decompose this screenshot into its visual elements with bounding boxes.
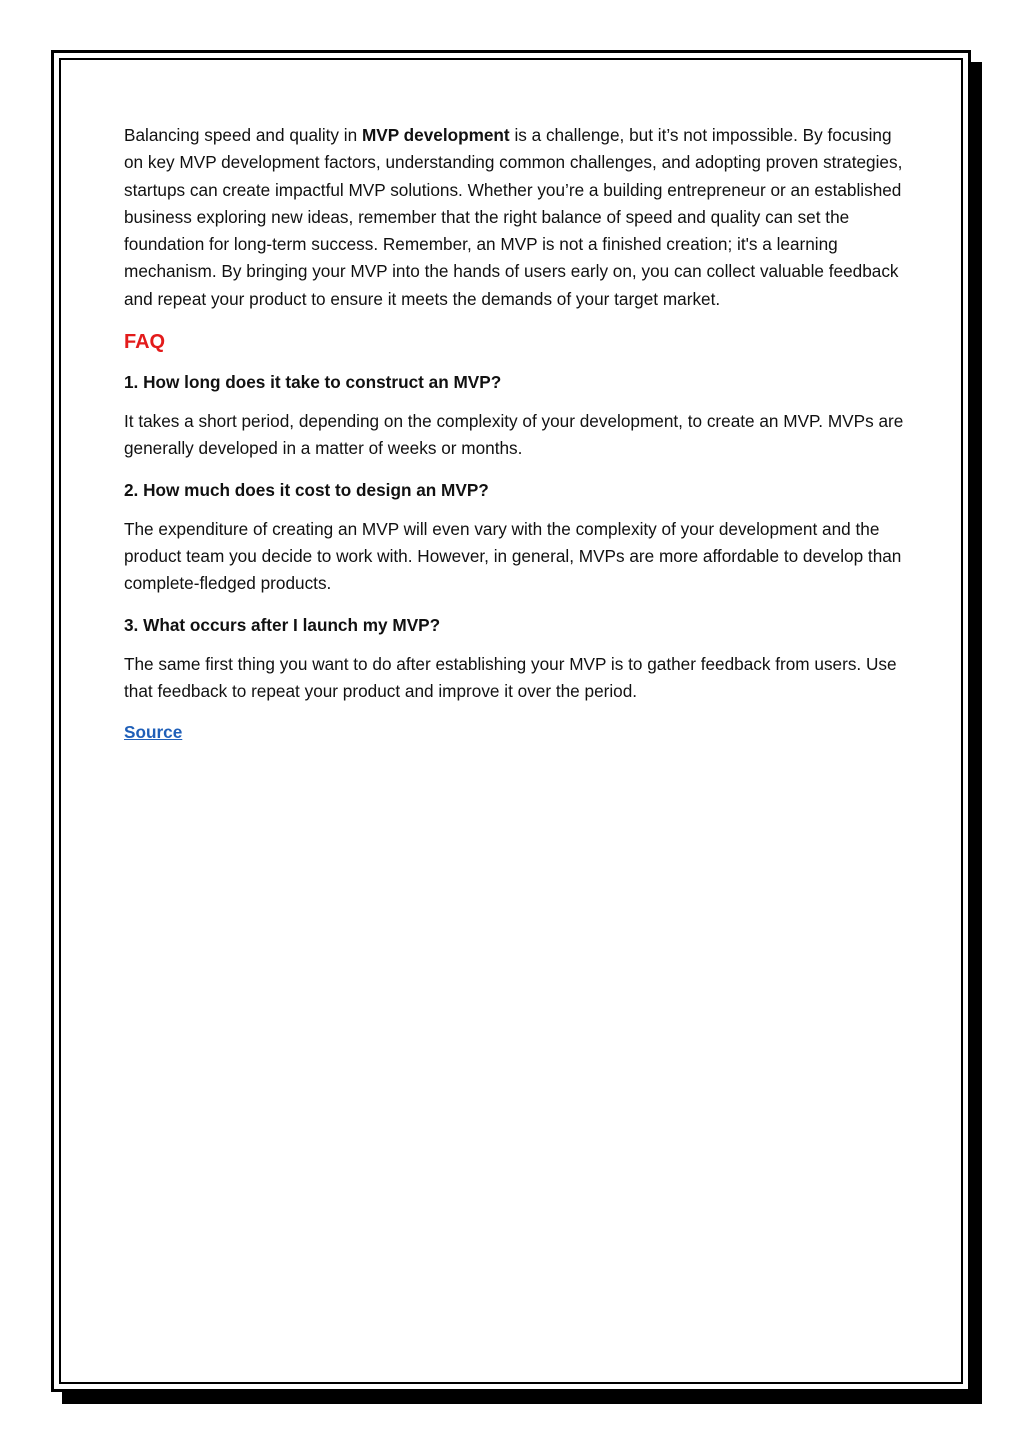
faq-answer-1: It takes a short period, depending on the complexity of your development, to create an MVP. MVPs are generally developed in a matter of weeks or months. bbox=[124, 411, 904, 459]
intro-paragraph bbox=[124, 122, 909, 313]
source-link[interactable]: Source bbox=[124, 722, 183, 743]
intro-text-end: is a challenge, but it’s not impossible. By focusing on key MVP development factors, understanding common challenges, and adopting proven strategies, startups can create impactful MVP solutions. Whether you’re a building entrepreneur or an established business exploring new ideas, remember that the right balance of speed and quality can set the foundation for long-term success. Remember, an MVP is not a finished creation; it's a learning mechanism. By bringing your MVP into the hands of users early on, you can collect valuable feedback and repeat your product to ensure it meets the demands of your target market. bbox=[124, 125, 903, 309]
faq-question-2: 2. How much does it cost to design an MVP? bbox=[124, 479, 489, 500]
faq-answer-2: The expenditure of creating an MVP will even vary with the complexity of your development and the product team you decide to work with. However, in general, MVPs are more affordable to develop than complete-fledged products. bbox=[124, 518, 902, 594]
intro-bold-keyword: MVP development bbox=[361, 125, 510, 145]
faq-question-3: 3. What occurs after I launch my MVP? bbox=[124, 614, 441, 635]
intro-text-start: Balancing speed and quality in bbox=[124, 125, 362, 145]
document-content bbox=[124, 122, 909, 745]
faq-answer-3: The same first thing you want to do after establishing your MVP is to gather feedback from users. Use that feedback to repeat your product and improve it over the period. bbox=[124, 653, 897, 701]
faq-heading: FAQ bbox=[124, 331, 166, 354]
faq-question-1: 1. How long does it take to construct an MVP? bbox=[124, 372, 502, 393]
